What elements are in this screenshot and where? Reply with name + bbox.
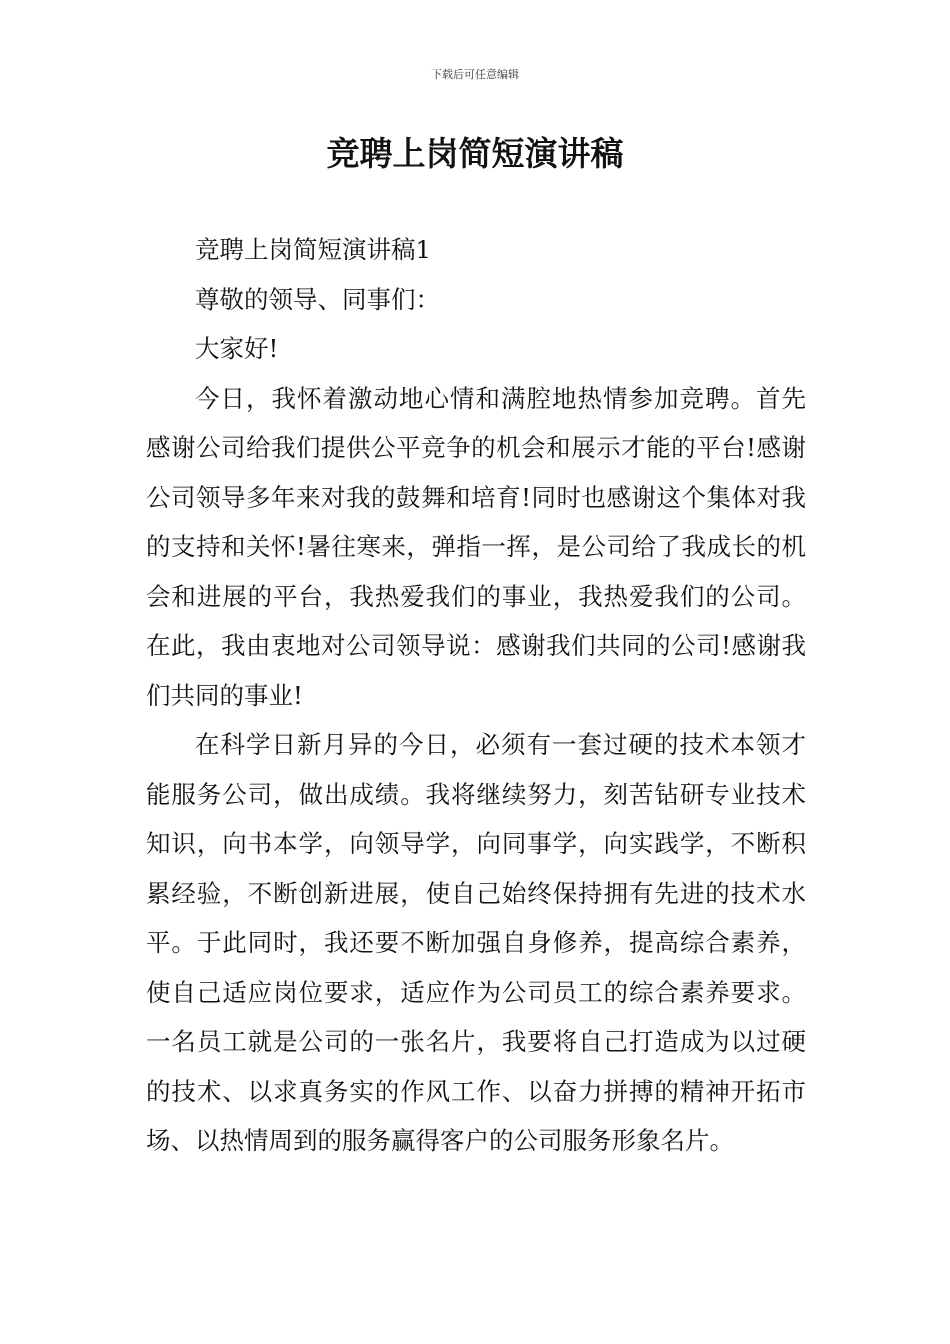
paragraph-greeting: 大家好! (195, 334, 279, 363)
paragraph-body: 在科学日新月异的今日，必须有一套过硬的技术本领才能服务公司，做出成绩。我将继续努力，刻苦钻研专业技术知识，向书本学，向领导学，向同事学，向实践学，不断积累经验，不断创新进展，使自己始终保持拥有先进的技术水平。于此同时，我还要不断加强自身修养，提高综合素养，使自己适应岗位要求，适应作为公司员工的综合素养要求。一名员工就是公司的一张名片，我要将自己打造成为以过硬的技术、以求真务实的作风工作、以奋力拼搏的精神开拓市场、以热情周到的服务赢得客户的公司服务形象名片。 (146, 730, 806, 1155)
paragraph-body: 今日，我怀着激动地心情和满腔地热情参加竞聘。首先感谢公司给我们提供公平竞争的机会和展示才能的平台!感谢公司领导多年来对我的鼓舞和培育!同时也感谢这个集体对我的支持和关怀!暑往寒来，弹指一挥，是公司给了我成长的机会和进展的平台，我热爱我们的事业，我热爱我们的公司。在此，我由衷地对公司领导说：感谢我们共同的公司!感谢我们共同的事业! (146, 383, 806, 710)
paragraph-subtitle: 竞聘上岗简短演讲稿1 (195, 235, 432, 264)
document-body (146, 225, 806, 1166)
header-note: 下载后可任意编辑 (431, 68, 519, 81)
paragraph-salutation: 尊敬的领导、同事们： (195, 284, 440, 314)
document-title: 竞聘上岗简短演讲稿 (326, 134, 624, 173)
